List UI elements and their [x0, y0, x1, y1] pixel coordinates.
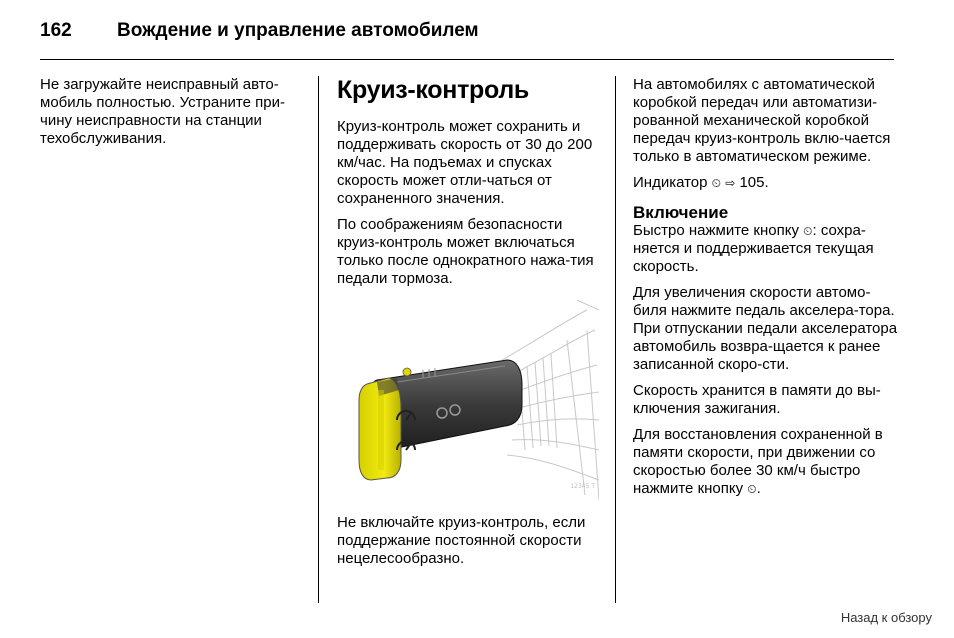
column-1 — [40, 76, 302, 156]
indicator-page-ref[interactable]: 105. — [739, 174, 769, 191]
figure-code: 12345 T — [570, 483, 595, 490]
column-divider-2 — [615, 76, 616, 603]
col1-paragraph: Не загружайте неисправный авто-мобиль полностью. Устраните при-чину неисправности на станции техобслуживания. — [40, 76, 285, 147]
chapter-title: Вождение и управление автомобилем — [117, 20, 479, 41]
page-header — [40, 20, 894, 60]
col3-p2-start: Быстро нажмите кнопку — [633, 222, 799, 239]
arrow-right-icon: ⇨ — [725, 176, 736, 190]
col3-paragraph-2 — [633, 222, 898, 276]
col3-paragraph-3: Для увеличения скорости автомо-биля нажмите педаль акселера-тора. При отпускании педали акселератора автомобиль возвра-щается к ранее записанной скоро-сти. — [633, 284, 898, 373]
col2-paragraph-3: Не включайте круиз-контроль, если поддержание постоянной скорости нецелесообразно. — [337, 514, 586, 567]
col3-paragraph-1: На автомобилях с автоматической коробкой передач или автоматизи-рованной механической коробкой передач круиз-контроль вклю-чается только в автоматическом режиме. — [633, 76, 891, 165]
col3-paragraph-5 — [633, 426, 898, 498]
header-divider — [40, 59, 894, 60]
col3-p5-end: . — [756, 480, 761, 497]
indicator-line — [633, 174, 898, 192]
column-divider-1 — [318, 76, 319, 603]
col3-p2-end: : сохра-няется и поддерживается текущая скорость. — [633, 222, 874, 275]
col2-paragraph-1: Круиз-контроль может сохранить и поддерживать скорость от 30 до 200 км/час. На подъемах и спусках скорость может отли-чаться от сохраненного значения. — [337, 118, 593, 207]
section-title: Круиз-контроль — [337, 76, 529, 104]
column-3 — [633, 76, 898, 506]
col2-paragraph-2: По соображениям безопасности круиз-контроль может включаться только после однократного нажа-тия педали тормоза. — [337, 216, 594, 287]
speedometer-icon: ⏲ — [747, 482, 757, 496]
page-number: 162 — [40, 20, 72, 41]
speedometer-icon: ⏲ — [803, 224, 813, 238]
cruise-lever-illustration — [337, 300, 599, 500]
col3-paragraph-4: Скорость хранится в памяти до вы-ключения зажигания. — [633, 382, 881, 417]
col3-p5-start: Для восстановления сохраненной в памяти скорости, при движении со скоростью более 30 км/ч быстро нажмите кнопку — [633, 426, 883, 497]
cruise-lever-drawing — [337, 300, 599, 500]
back-to-overview-link[interactable]: Назад к обзору — [840, 610, 932, 625]
speedometer-icon: ⏲ — [711, 176, 722, 190]
subsection-title: Включение — [633, 203, 729, 222]
indicator-label: Индикатор — [633, 174, 708, 191]
column-2 — [337, 76, 599, 576]
